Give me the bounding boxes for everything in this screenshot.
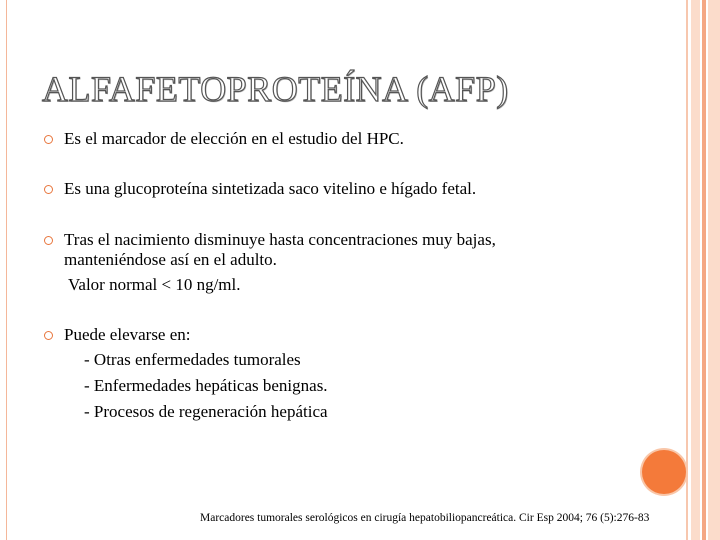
circle-bullet-icon	[44, 331, 53, 340]
right-stripe	[708, 0, 720, 540]
right-stripe	[691, 0, 700, 540]
circle-bullet-icon	[44, 236, 53, 245]
left-border-line	[6, 0, 7, 540]
slide-title: ALFAFETOPROTEÍNA (AFP)	[42, 69, 509, 109]
circle-bullet-icon	[44, 185, 53, 194]
normal-value-text: Valor normal < 10 ng/ml.	[68, 275, 241, 294]
circle-bullet-icon	[44, 135, 53, 144]
citation-footnote: Marcadores tumorales serológicos en cirugía hepatobiliopancreática. Cir Esp 2004; 76 (5):276-83	[200, 512, 650, 524]
sub-item: - Enfermedades hepáticas benignas.	[84, 376, 328, 395]
bullet-text-line: Tras el nacimiento disminuye hasta concentraciones muy bajas,	[64, 230, 496, 249]
orange-circle-decoration	[642, 450, 686, 494]
bullet-text: Es el marcador de elección en el estudio del HPC.	[64, 129, 404, 148]
sub-item: - Otras enfermedades tumorales	[84, 350, 301, 369]
right-stripe	[686, 0, 688, 540]
bullet-text-line: manteniéndose así en el adulto.	[64, 250, 277, 269]
bullet-text: Puede elevarse en:	[64, 325, 191, 344]
bullet-text: Es una glucoproteína sintetizada saco vitelino e hígado fetal.	[64, 179, 477, 198]
sub-item: - Procesos de regeneración hepática	[84, 402, 328, 421]
right-stripe	[702, 0, 706, 540]
